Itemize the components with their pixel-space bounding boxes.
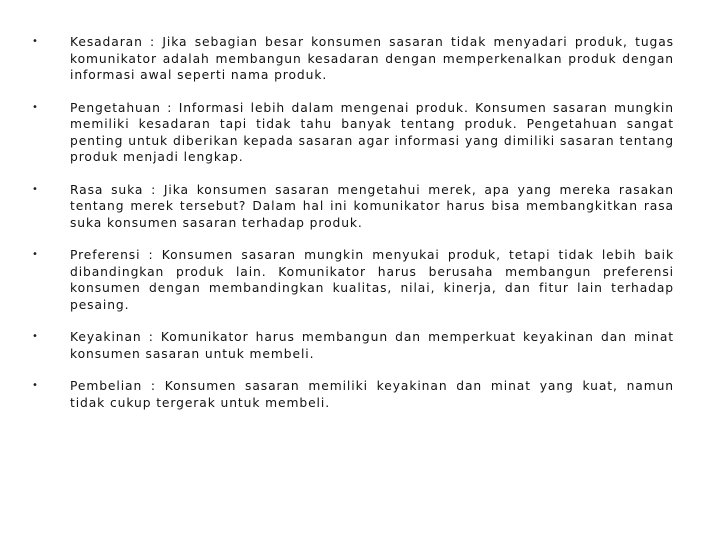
list-item-text: Pengetahuan : Informasi lebih dalam mengenai produk. Konsumen sasaran mungkin memiliki kesadaran tapi tidak tahu banyak tentang produk. Pengetahuan sangat penting untuk diberikan kepada sasaran agar informasi yang dimiliki sasaran tentang produk menjadi lengkap. xyxy=(70,100,674,164)
bullet-list xyxy=(32,34,674,427)
list-item-kesadaran xyxy=(32,34,674,84)
bullet-icon: • xyxy=(32,249,38,260)
bullet-icon: • xyxy=(32,331,38,342)
list-item-text: Kesadaran : Jika sebagian besar konsumen sasaran tidak menyadari produk, tugas komunikator adalah membangun kesadaran dengan memperkenalkan produk dengan informasi awal seperti nama produk. xyxy=(70,35,674,82)
list-item-text: Preferensi : Konsumen sasaran mungkin menyukai produk, tetapi tidak lebih baik dibandingkan produk lain. Komunikator harus berusaha membangun preferensi konsumen dengan membandingkan kualitas, nilai, kinerja, dan fitur lain terhadap pesaing. xyxy=(70,248,674,312)
bullet-icon: • xyxy=(32,36,38,47)
list-item-rasa-suka xyxy=(32,182,674,232)
list-item-pembelian xyxy=(32,378,674,411)
bullet-icon: • xyxy=(32,380,38,391)
list-item-text: Keyakinan : Komunikator harus membangun dan memperkuat keyakinan dan minat konsumen sasaran untuk membeli. xyxy=(70,330,674,361)
bullet-icon: • xyxy=(32,101,38,113)
list-item-text: Pembelian : Konsumen sasaran memiliki keyakinan dan minat yang kuat, namun tidak cukup tergerak untuk membeli. xyxy=(70,379,674,410)
list-item-preferensi xyxy=(32,247,674,313)
list-item-text: Rasa suka : Jika konsumen sasaran mengetahui merek, apa yang mereka rasakan tentang merek tersebut? Dalam hal ini komunikator harus bisa membangkitkan rasa suka konsumen sasaran terhadap produk. xyxy=(70,182,674,230)
bullet-icon: • xyxy=(32,183,38,195)
list-item-pengetahuan xyxy=(32,100,674,166)
list-item-keyakinan xyxy=(32,329,674,362)
